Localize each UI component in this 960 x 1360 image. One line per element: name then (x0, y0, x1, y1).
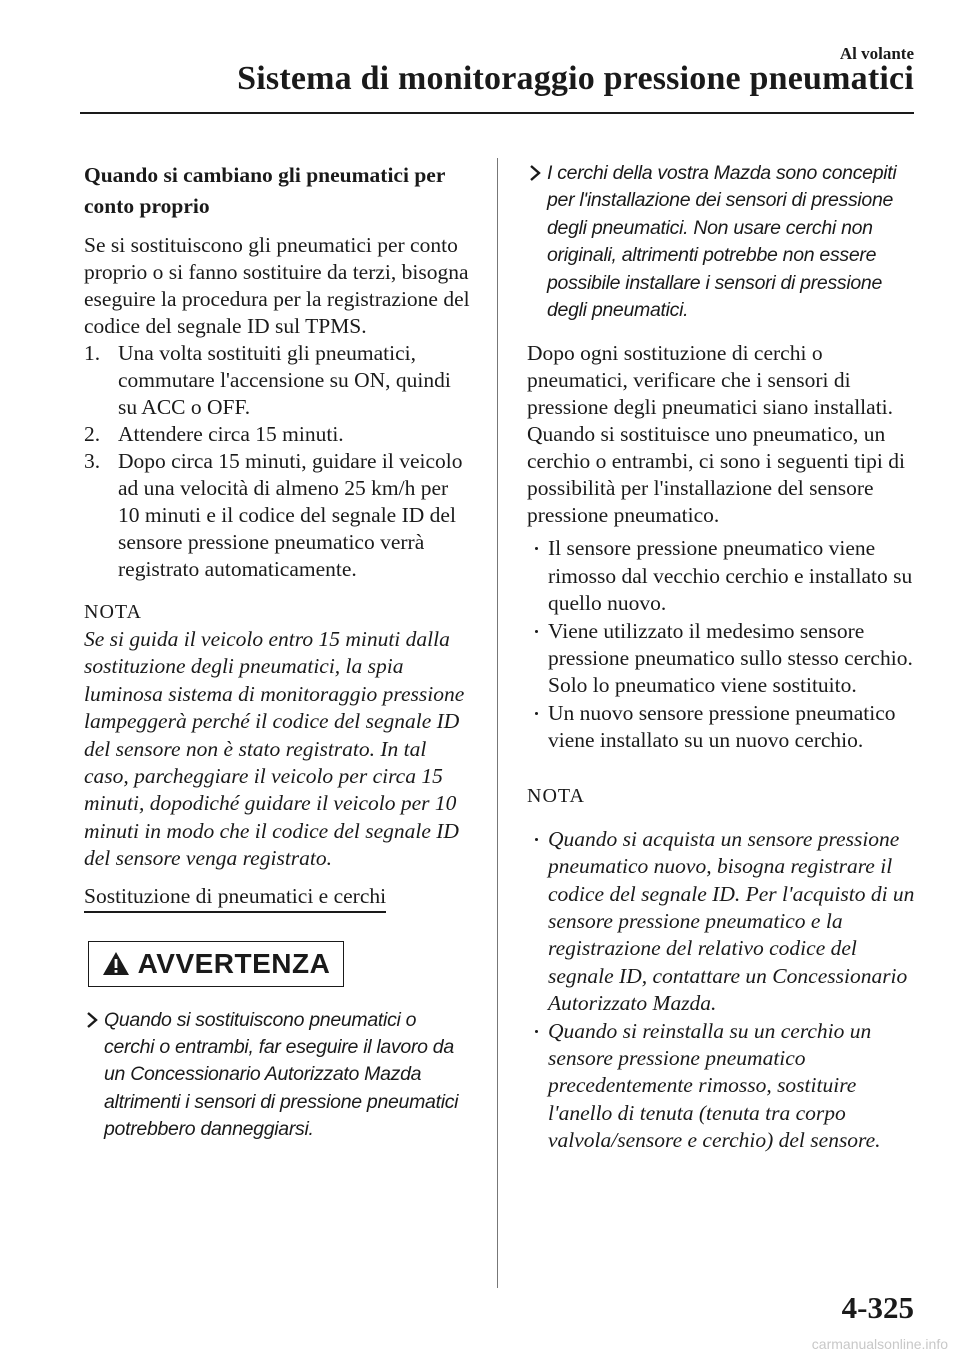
subheading-own-replacement: Quando si cambiano gli pneumatici per conto proprio (84, 163, 445, 218)
bullet-text: Un nuovo sensore pressione pneumatico viene installato su un nuovo cerchio. (548, 700, 896, 753)
note-bullet-list (527, 826, 919, 1155)
step-number: 2. (84, 422, 101, 446)
arrow-bullet-icon (84, 1011, 100, 1029)
header-section-label: Al volante (839, 44, 914, 63)
right-column (527, 160, 919, 1155)
note-text: Se si guida il veicolo entro 15 minuti dalla sostituzione degli pneumatici, la spia luminosa sistema di monitoraggio pressione lampeggerà perché il codice del segnale ID del sensore non è stato registrato. In tal caso, parcheggiare il veicolo per circa 15 minuti, dopodiché guidare il veicolo per 10 minuti in modo che il codice del segnale ID del sensore venga registrato. (84, 627, 465, 871)
note-bullet-text: Quando si acquista un sensore pressione pneumatico nuovo, bisogna registrare il codice del segnale ID. Per l'acquisto di un sensore pressione pneumatico e la registrazione del relativo codice del segnale ID, contattare un Concessionario Autorizzato Mazda. (548, 826, 915, 1016)
step-number: 1. (84, 341, 101, 365)
warning-text: Quando si sostituiscono pneumatici o cerchi o entrambi, far eseguire il lavoro da un Concessionario Autorizzato Mazda altrimenti i sensori di pressione pneumatici potrebbero danneggiarsi. (104, 1008, 459, 1141)
watermark: carmanualsonline.info (811, 1336, 948, 1352)
warning-label: AVVERTENZA (137, 947, 331, 979)
warning-item (527, 160, 919, 324)
list-item (527, 618, 919, 700)
page-title: Sistema di monitoraggio pressione pneumatici (237, 60, 914, 97)
bullet-text: Il sensore pressione pneumatico viene rimosso dal vecchio cerchio e installato su quello nuovo. (548, 536, 913, 616)
list-item (84, 340, 470, 421)
bullet-text: Viene utilizzato il medesimo sensore pressione pneumatico sullo stesso cerchio. Solo lo pneumatico viene sostituito. (548, 618, 913, 698)
warning-item (84, 1007, 470, 1144)
warning-triangle-icon (102, 951, 130, 976)
warning-box (88, 941, 344, 987)
list-item (527, 1018, 919, 1155)
intro-paragraph: Se si sostituiscono gli pneumatici per conto proprio o si fanno sostituire da terzi, bisogna eseguire la procedura per la registrazione del codice del segnale ID sul TPMS. (84, 233, 470, 338)
bullet-list (527, 535, 919, 754)
list-item (527, 700, 919, 755)
header-rule (80, 112, 914, 114)
step-number: 3. (84, 449, 101, 473)
list-item (84, 448, 470, 583)
column-divider (497, 158, 498, 1288)
step-text: Attendere circa 15 minuti. (118, 422, 344, 446)
list-item (84, 421, 470, 448)
left-column (84, 160, 470, 1144)
list-item (527, 535, 919, 617)
step-text: Dopo circa 15 minuti, guidare il veicolo ad una velocità di almeno 25 km/h per 10 minuti e il codice del segnale ID del sensore pressione pneumatico verrà registrato automaticamente. (118, 449, 463, 581)
note-title: NOTA (84, 601, 142, 623)
warning-text: I cerchi della vostra Mazda sono concepiti per l'installazione dei sensori di pressione degli pneumatici. Non usare cerchi non originali, altrimenti potrebbe non essere possibile installare i sensori di pressione degli pneumatici. (547, 162, 897, 322)
note-title: NOTA (527, 784, 585, 807)
installation-paragraph: Dopo ogni sostituzione di cerchi o pneumatici, verificare che i sensori di pressione degli pneumatici siano installati. Quando si sostituisce uno pneumatico, un cerchio o entrambi, ci sono i seguenti tipi di possibilità per l'installazione del sensore pressione pneumatico. (527, 341, 905, 528)
note-bullet-text: Quando si reinstalla su un cerchio un sensore pressione pneumatico precedentemente rimosso, sostituire l'anello di tenuta (tenuta tra corpo valvola/sensore e cerchio) del sensore. (548, 1018, 881, 1153)
list-item (527, 826, 919, 1018)
step-text: Una volta sostituiti gli pneumatici, commutare l'accensione su ON, quindi su ACC o OFF. (118, 341, 451, 419)
page-number: 4-325 (841, 1290, 914, 1325)
bullet-dot-icon (535, 630, 538, 633)
section-heading-tire-wheel-replacement: Sostituzione di pneumatici e cerchi (84, 883, 386, 913)
arrow-bullet-icon (527, 164, 543, 182)
bullet-dot-icon (535, 838, 538, 841)
bullet-dot-icon (535, 1030, 538, 1033)
steps-list (84, 340, 470, 583)
bullet-dot-icon (535, 547, 538, 550)
bullet-dot-icon (535, 712, 538, 715)
